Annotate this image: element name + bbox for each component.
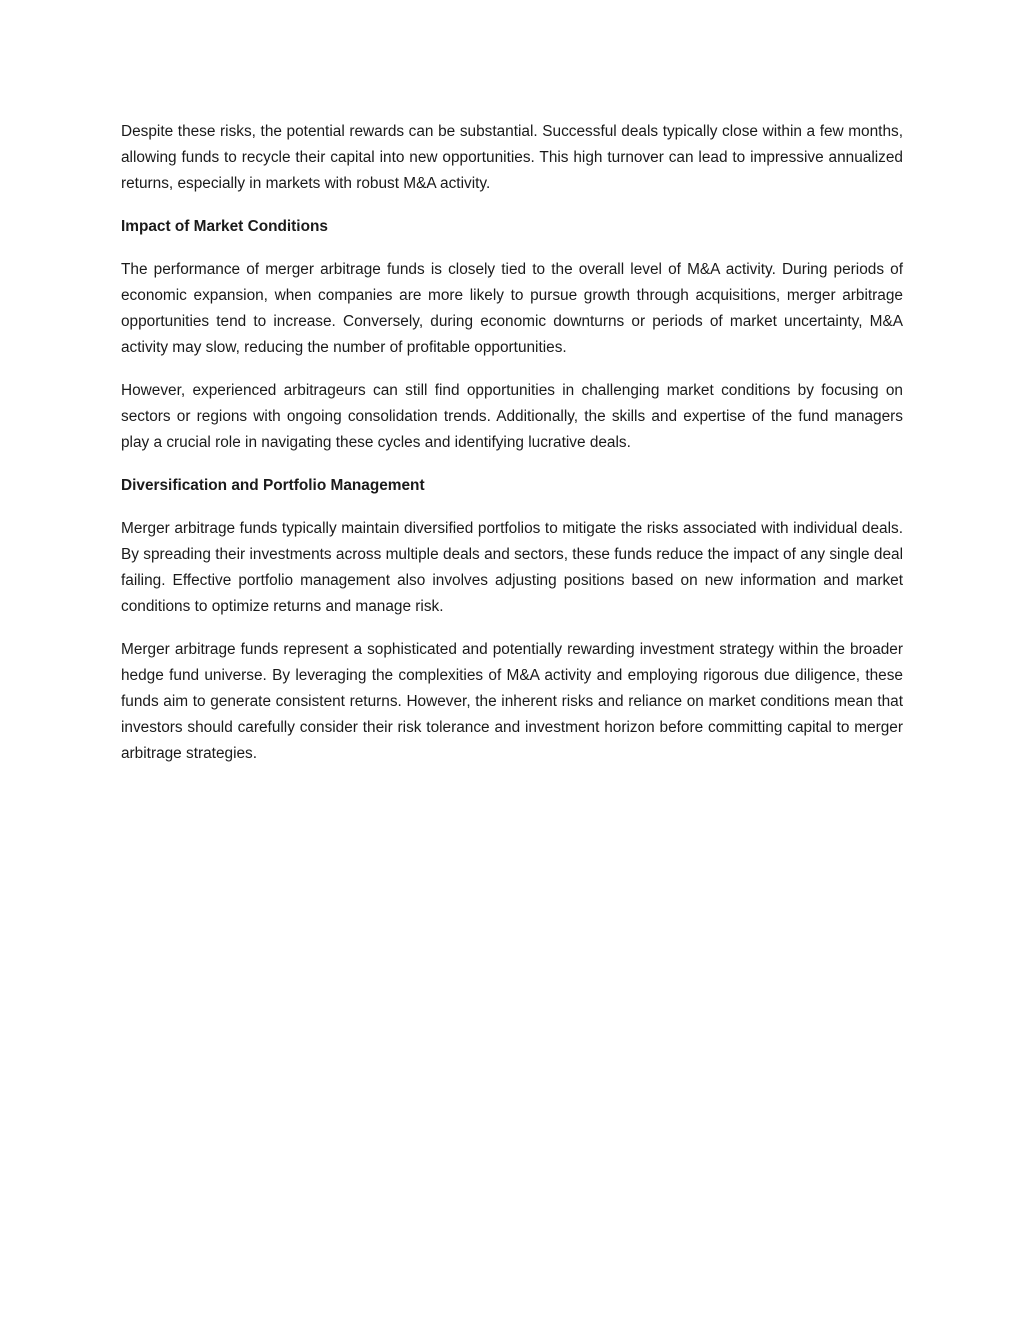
paragraph-arbitrageurs: However, experienced arbitrageurs can still find opportunities in challenging market conditions by focusing on sectors or regions with ongoing consolidation trends. Additionally, the skills and expertise of the fund managers play a crucial role in navigating these cycles and identifying lucrative deals.	[121, 382, 903, 451]
document-page	[121, 119, 903, 784]
paragraph-conclusion: Merger arbitrage funds represent a sophisticated and potentially rewarding investment strategy within the broader hedge fund universe. By leveraging the complexities of M&A activity and employing rigorous due diligence, these funds aim to generate consistent returns. However, the inherent risks and reliance on market conditions mean that investors should carefully consider their risk tolerance and investment horizon before committing capital to merger arbitrage strategies.	[121, 641, 903, 762]
paragraph-diversified-portfolios: Merger arbitrage funds typically maintain diversified portfolios to mitigate the risks associated with individual deals. By spreading their investments across multiple deals and sectors, these funds reduce the impact of any single deal failing. Effective portfolio management also involves adjusting positions based on new information and market conditions to optimize returns and manage risk.	[121, 520, 903, 615]
paragraph-performance: The performance of merger arbitrage funds is closely tied to the overall level of M&A activity. During periods of economic expansion, when companies are more likely to pursue growth through acquisitions, merger arbitrage opportunities tend to increase. Conversely, during economic downturns or periods of market uncertainty, M&A activity may slow, reducing the number of profitable opportunities.	[121, 261, 903, 356]
paragraph-rewards: Despite these risks, the potential rewards can be substantial. Successful deals typically close within a few months, allowing funds to recycle their capital into new opportunities. This high turnover can lead to impressive annualized returns, especially in markets with robust M&A activity.	[121, 123, 903, 192]
heading-market-conditions: Impact of Market Conditions	[121, 218, 328, 235]
heading-diversification: Diversification and Portfolio Management	[121, 477, 425, 494]
